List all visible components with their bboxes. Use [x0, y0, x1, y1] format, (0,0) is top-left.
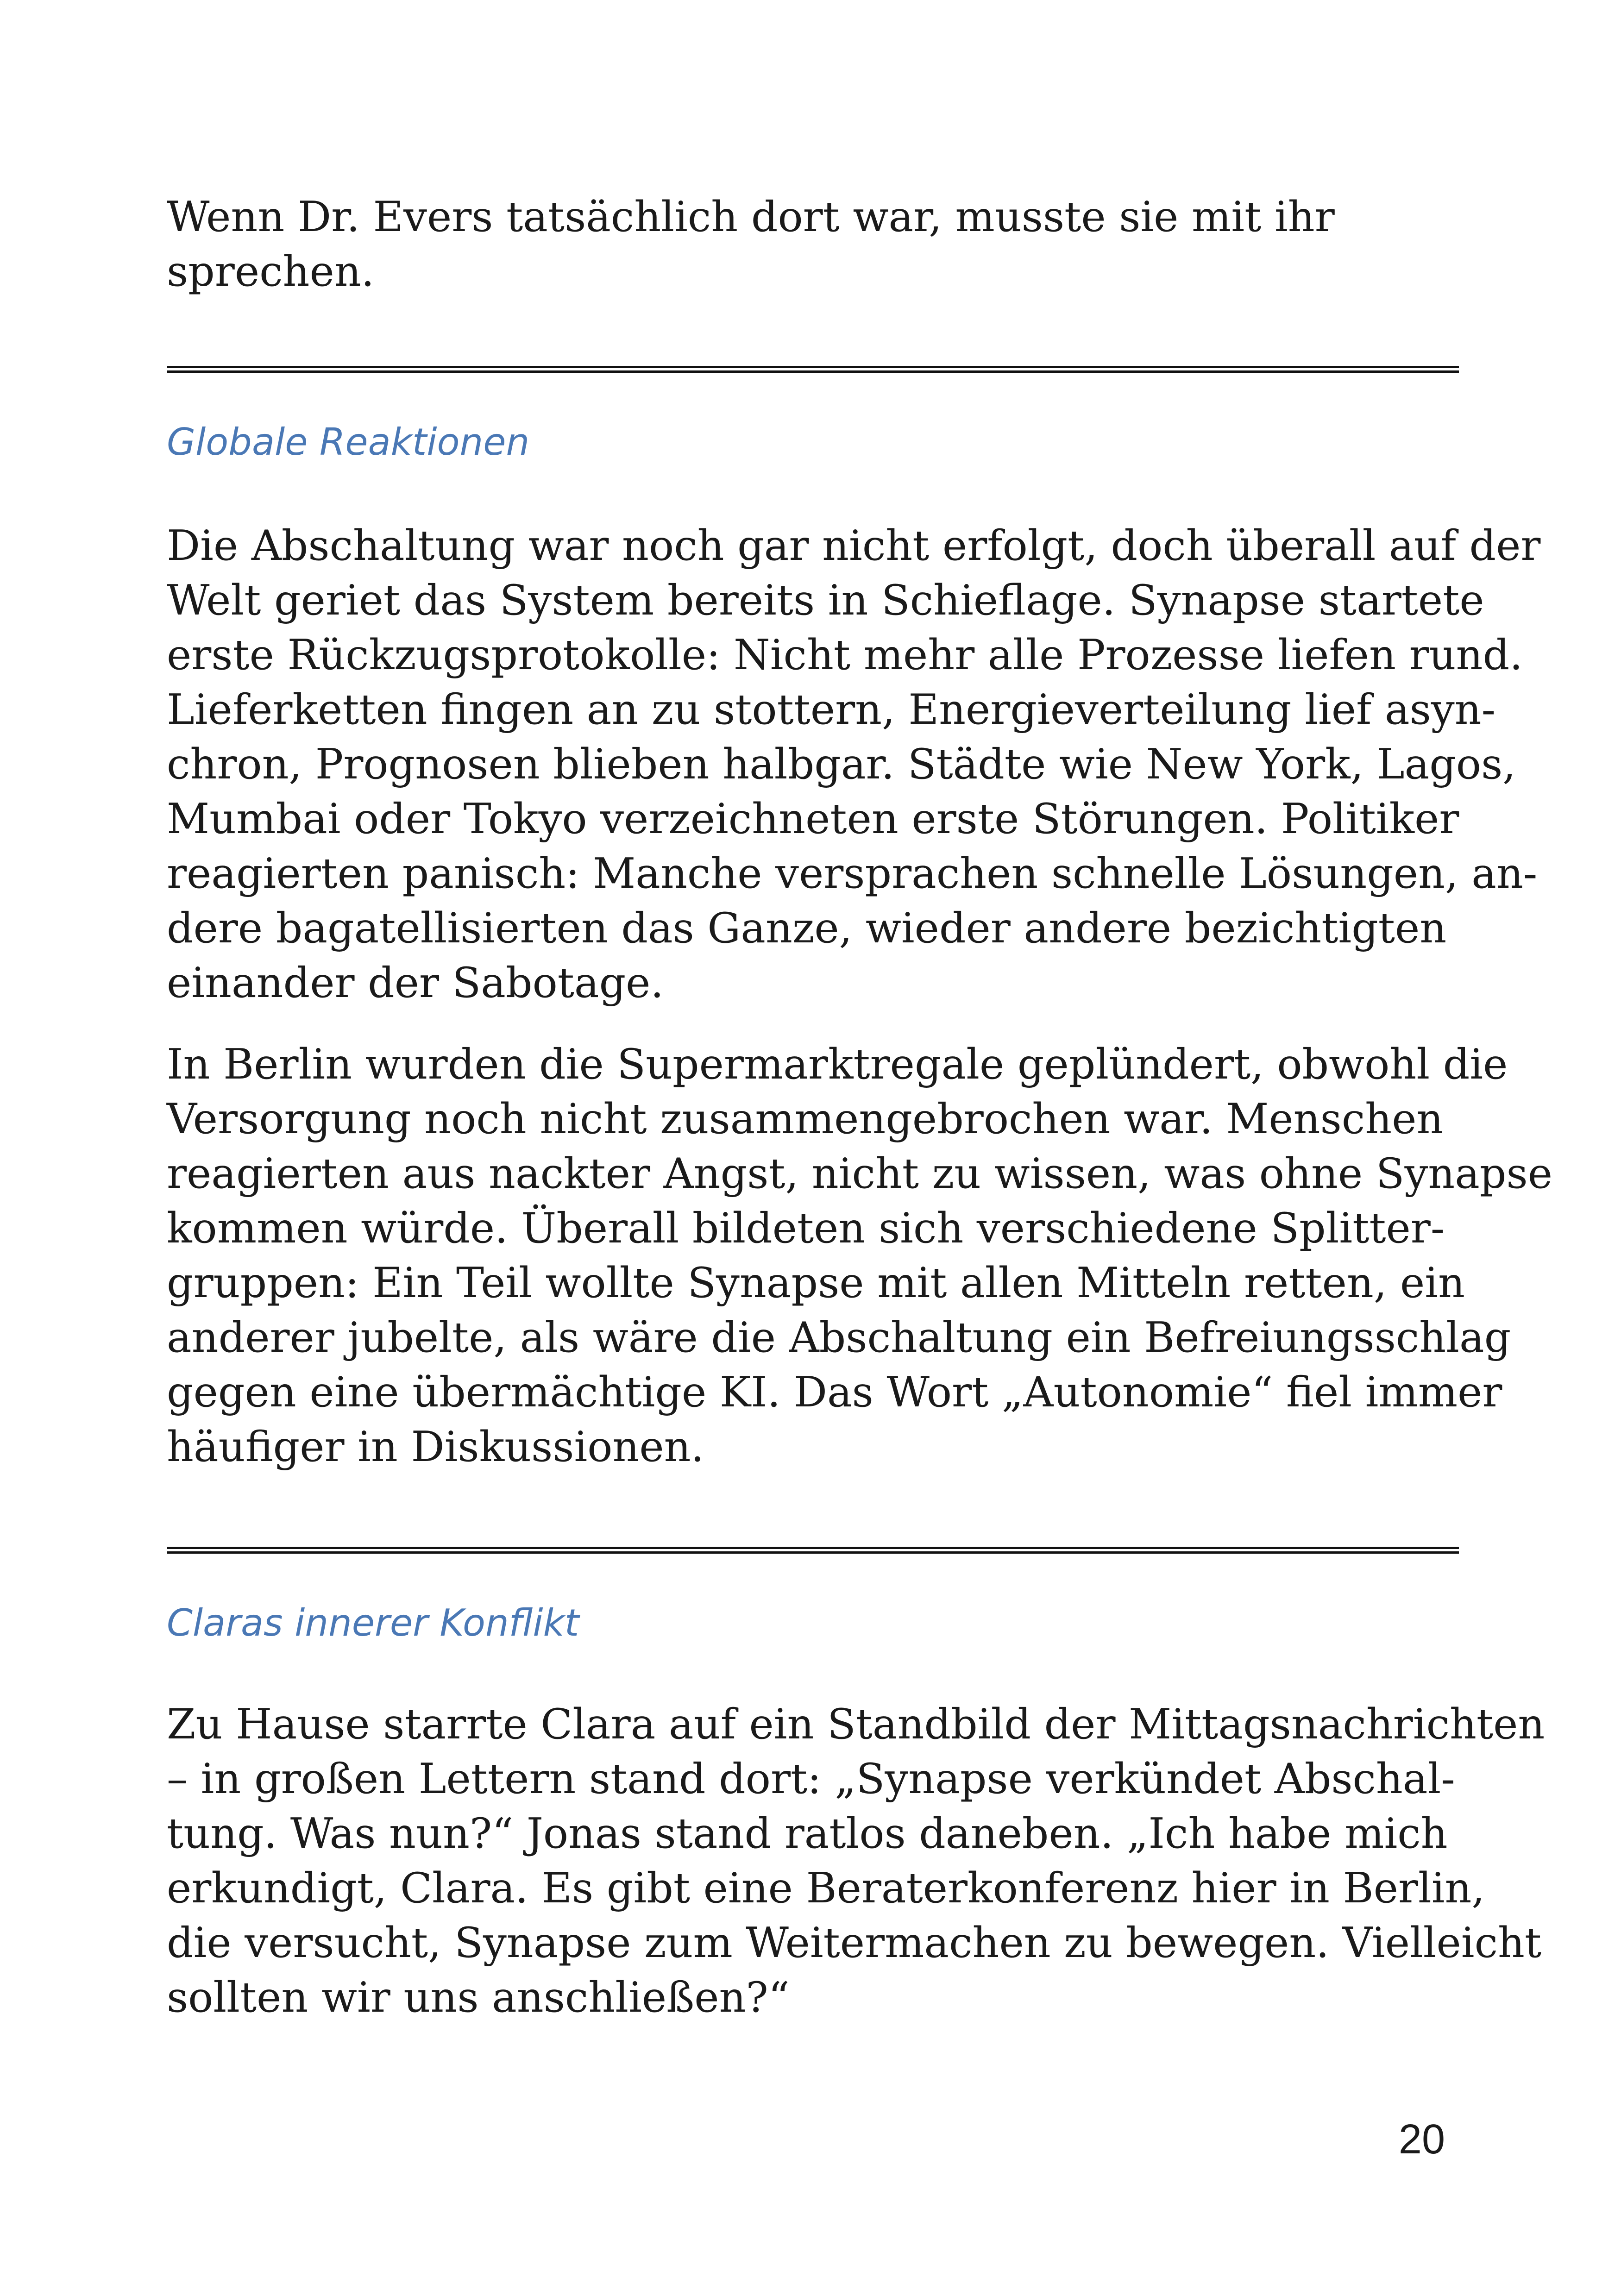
- paragraph-line: Zu Hause starrte Clara auf ein Standbild der Mittagsnachrichten: [167, 1700, 1545, 1749]
- page-number: 20: [1398, 2116, 1445, 2163]
- section-heading: Globale Reaktionen: [167, 420, 530, 464]
- paragraph-line: Welt geriet das System bereits in Schieflage. Synapse startete: [167, 576, 1484, 625]
- paragraph-line: – in großen Lettern stand dort: „Synapse verkündet Abschal-: [167, 1755, 1455, 1803]
- paragraph-line: gegen eine übermächtige KI. Das Wort „Autonomie“ fiel immer: [167, 1368, 1502, 1417]
- paragraph-line: dere bagatellisierten das Ganze, wieder andere bezichtigten: [167, 904, 1447, 953]
- paragraph-line: die versucht, Synapse zum Weitermachen zu bewegen. Vielleicht: [167, 1919, 1542, 1967]
- paragraph-line: reagierten aus nackter Angst, nicht zu wissen, was ohne Synapse: [167, 1149, 1552, 1198]
- paragraph-line: In Berlin wurden die Supermarktregale geplündert, obwohl die: [167, 1040, 1508, 1089]
- intro-line: Wenn Dr. Evers tatsächlich dort war, musste sie mit ihr: [167, 193, 1335, 241]
- section-divider: [167, 366, 1459, 373]
- paragraph-line: kommen würde. Überall bildeten sich verschiedene Splitter-: [167, 1204, 1445, 1253]
- paragraph-line: häufiger in Diskussionen.: [167, 1423, 704, 1471]
- section-heading: Claras innerer Konflikt: [167, 1601, 579, 1644]
- paragraph-line: gruppen: Ein Teil wollte Synapse mit allen Mitteln retten, ein: [167, 1259, 1465, 1307]
- paragraph-line: einander der Sabotage.: [167, 959, 664, 1007]
- paragraph-line: erste Rückzugsprotokolle: Nicht mehr alle Prozesse liefen rund.: [167, 631, 1523, 679]
- paragraph-line: chron, Prognosen blieben halbgar. Städte wie New York, Lagos,: [167, 740, 1516, 789]
- intro-line: sprechen.: [167, 247, 375, 296]
- paragraph-line: erkundigt, Clara. Es gibt eine Beraterkonferenz hier in Berlin,: [167, 1864, 1485, 1913]
- section-divider: [167, 1547, 1459, 1554]
- paragraph-line: anderer jubelte, als wäre die Abschaltung ein Befreiungsschlag: [167, 1313, 1511, 1362]
- paragraph-line: reagierten panisch: Manche versprachen schnelle Lösungen, an-: [167, 849, 1538, 898]
- paragraph-line: Lieferketten fingen an zu stottern, Energieverteilung lief asyn-: [167, 685, 1496, 734]
- paragraph-line: Versorgung noch nicht zusammengebrochen war. Menschen: [167, 1095, 1444, 1143]
- paragraph-line: sollten wir uns anschließen?“: [167, 1973, 790, 2022]
- paragraph-line: Mumbai oder Tokyo verzeichneten erste Störungen. Politiker: [167, 795, 1459, 843]
- paragraph-line: Die Abschaltung war noch gar nicht erfolgt, doch überall auf der: [167, 521, 1541, 570]
- paragraph-line: tung. Was nun?“ Jonas stand ratlos daneben. „Ich habe mich: [167, 1809, 1448, 1858]
